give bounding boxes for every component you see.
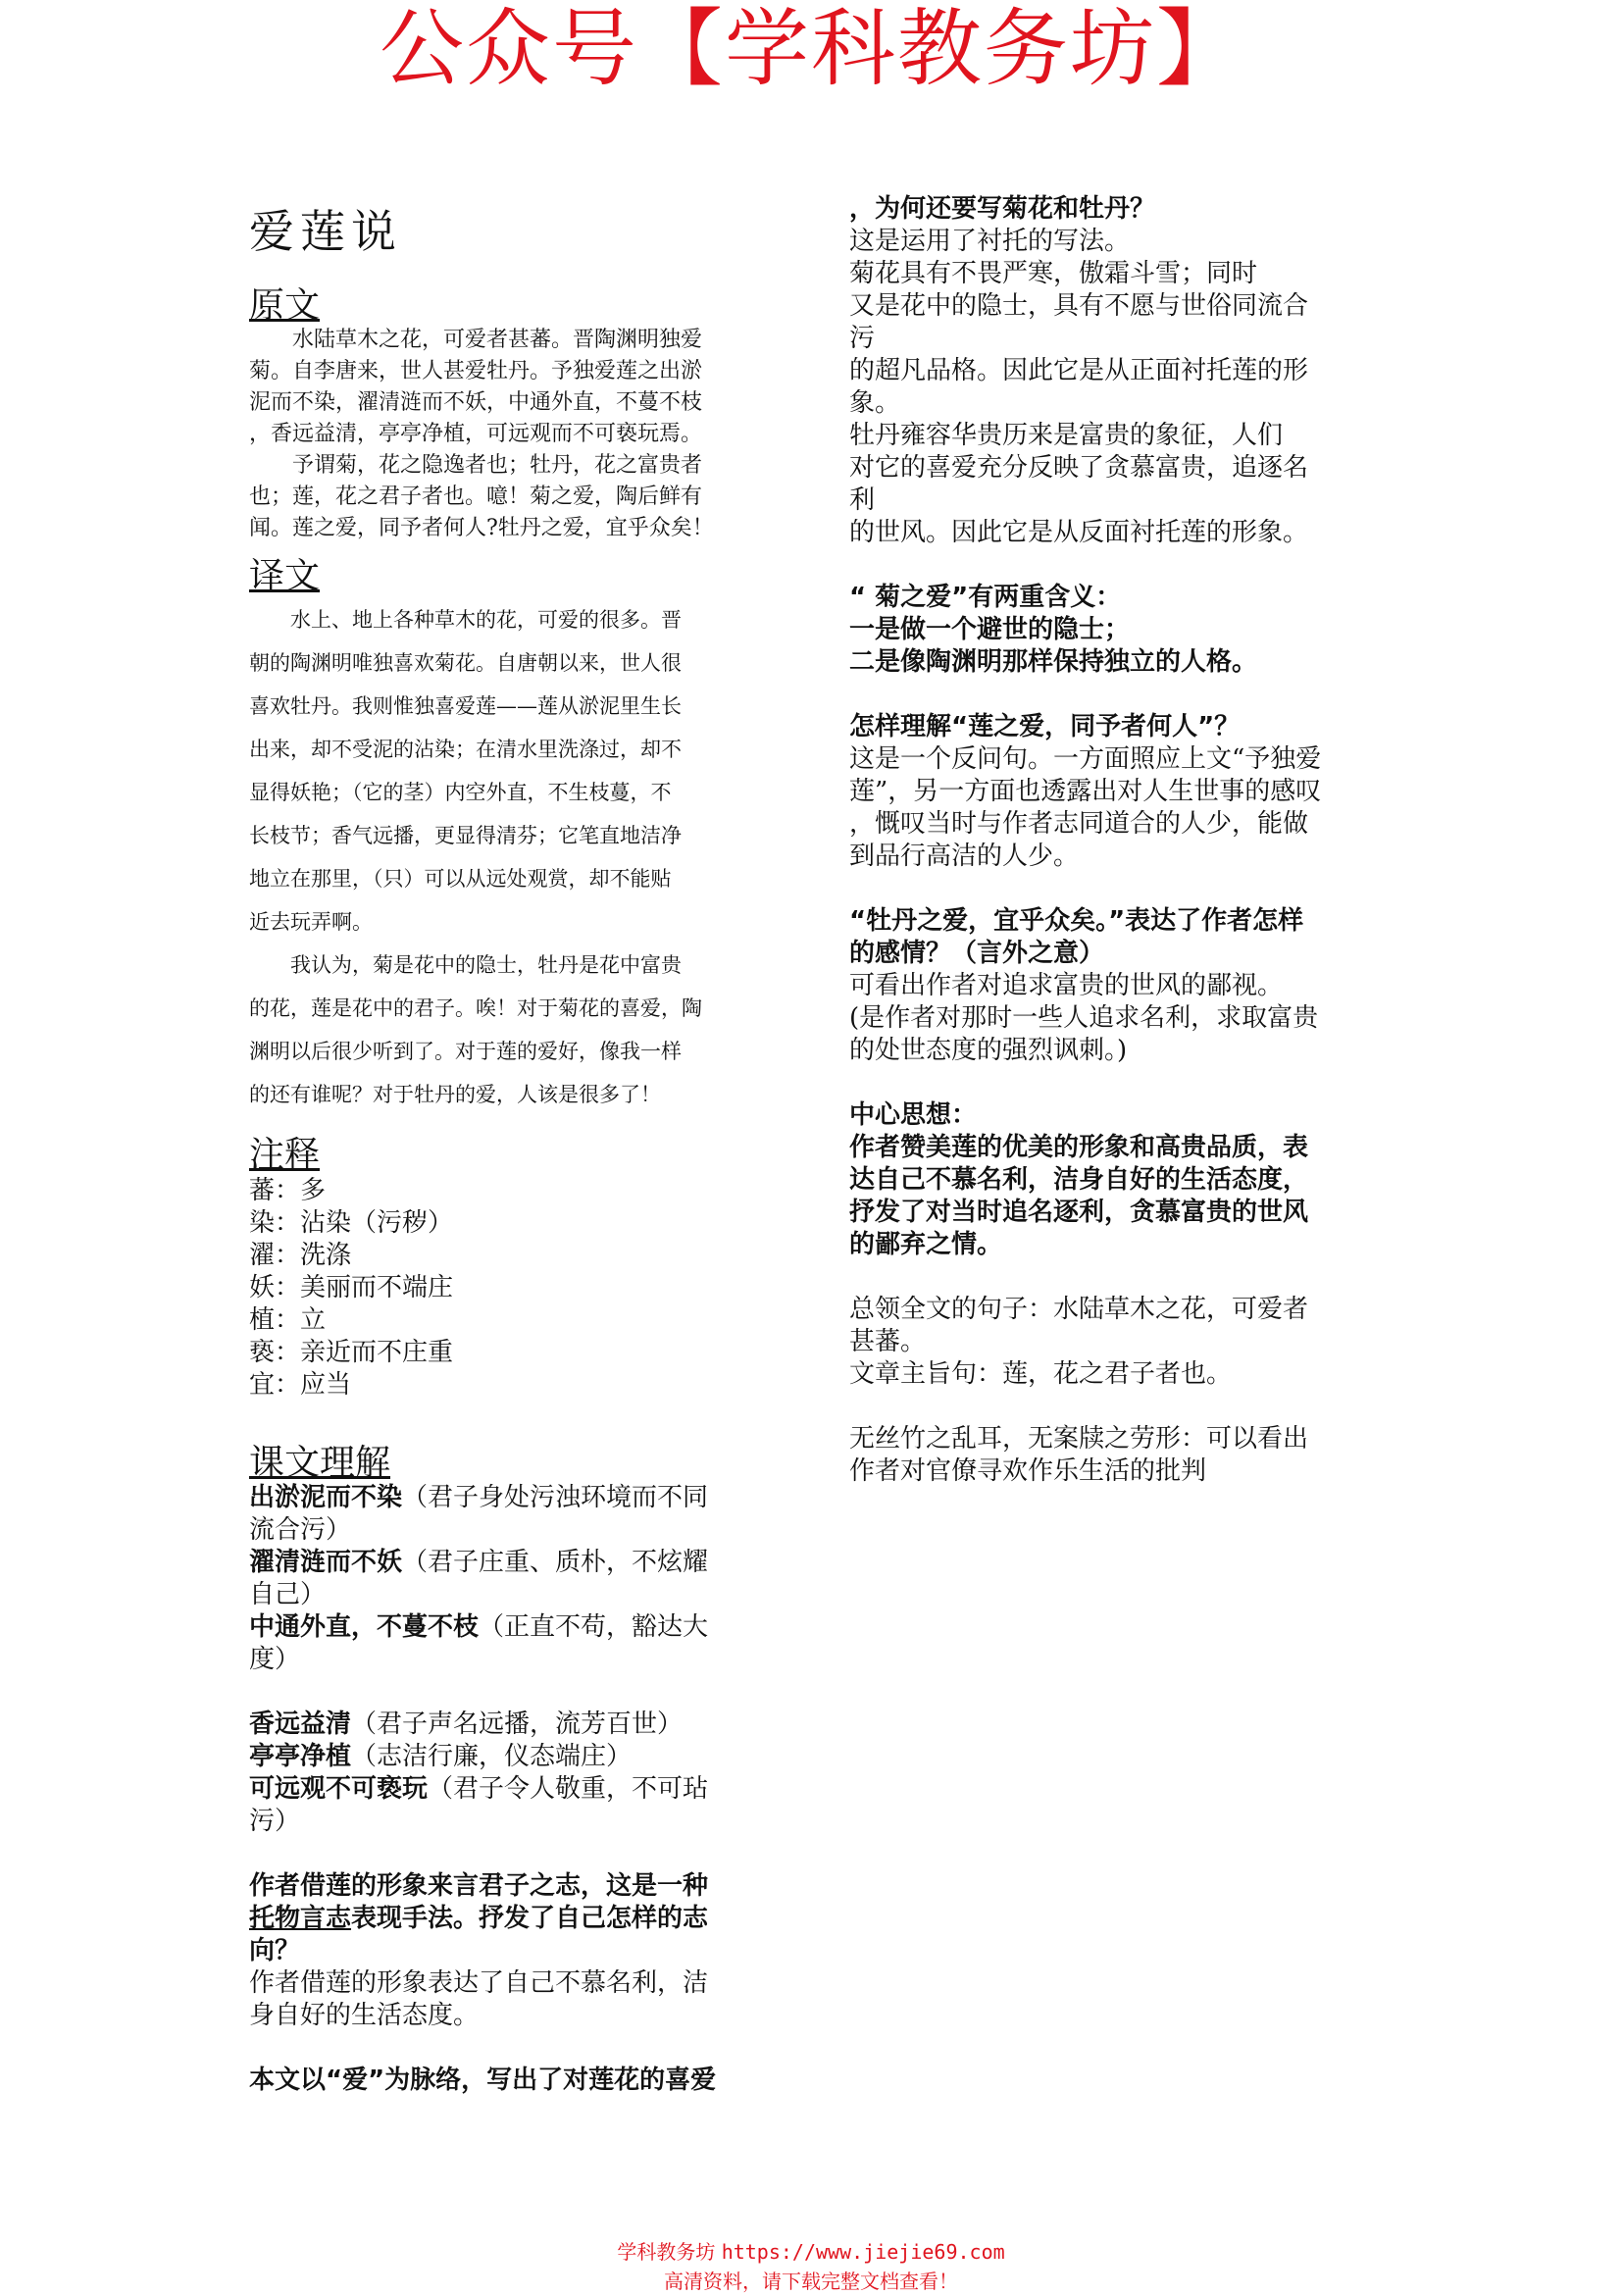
note-item: 濯：洗涤 bbox=[249, 1241, 352, 1270]
text-line: 水陆草木之花，可爱者甚蕃。晋陶渊明独爱 bbox=[292, 328, 703, 352]
text-line: 朝的陶渊明唯独喜欢菊花。自唐朝以来，世人很 bbox=[249, 651, 682, 675]
text-line: 出来，却不受泥的沾染；在清水里洗涤过，却不 bbox=[249, 738, 682, 761]
section-heading-translation: 译文 bbox=[249, 556, 321, 596]
explanation: （正直不苟，豁达大 bbox=[479, 1612, 709, 1642]
translation-text bbox=[249, 598, 774, 1116]
spacer bbox=[849, 1391, 1321, 1423]
understanding-line bbox=[249, 1709, 716, 1741]
footer bbox=[0, 2237, 1622, 2296]
spacer bbox=[249, 1676, 716, 1709]
theme-line: 抒发了对当时追名逐利，贪慕富贵的世风 bbox=[849, 1198, 1309, 1227]
understanding-line bbox=[249, 1773, 716, 1806]
answer-line: 到品行高洁的人少。 bbox=[849, 842, 1080, 871]
text-line: 喜欢牡丹。我则惟独喜爱莲——莲从淤泥里生长 bbox=[249, 694, 682, 718]
text-line: ，香远益清，亭亭净植，可远观而不可亵玩焉。 bbox=[249, 422, 703, 446]
understanding-line bbox=[249, 1547, 716, 1579]
question-line: 本文以“爱”为脉络，写出了对莲花的喜爱 bbox=[249, 2066, 717, 2095]
question-line: “牡丹之爱，宜乎众矣。”表达了作者怎样 bbox=[849, 906, 1304, 936]
summary-line: 总领全文的句子：水陆草木之花，可爱者 bbox=[849, 1295, 1309, 1324]
underlined-term: 托物言志 bbox=[249, 1904, 352, 1933]
spacer bbox=[849, 549, 1321, 582]
answer-line: ，慨叹当时与作者志同道合的人少，能做 bbox=[849, 809, 1309, 839]
answer-line: 污 bbox=[849, 324, 876, 353]
answer-line: 的超凡品格。因此它是从正面衬托莲的形 bbox=[849, 356, 1309, 385]
spacer bbox=[249, 1838, 716, 1870]
footer-url-link[interactable]: https://www.jiejie69.com bbox=[721, 2240, 1005, 2264]
answer-line: 作者借莲的形象表达了自己不慕名利，洁 bbox=[249, 1968, 709, 1998]
answer-line: 的处世态度的强烈讽刺。) bbox=[849, 1036, 1128, 1065]
question-line bbox=[249, 1903, 716, 1935]
note-item: 亵：亲近而不庄重 bbox=[249, 1338, 454, 1367]
question-line: “ 菊之爱”有两重含义： bbox=[849, 583, 1122, 612]
text-line: 的还有谁呢？对于牡丹的爱，人该是很多了！ bbox=[249, 1083, 661, 1106]
answer-line: 象。 bbox=[849, 388, 901, 418]
answer-line: 的世风。因此它是从反面衬托莲的形象。 bbox=[849, 518, 1309, 547]
understanding-line: 污） bbox=[249, 1807, 301, 1836]
document-title: 爱莲说 bbox=[249, 205, 402, 258]
text-line: 渊明以后很少听到了。对于莲的爱好，像我一样 bbox=[249, 1040, 682, 1063]
question-line: 怎样理解“莲之爱，同予者何人”？ bbox=[849, 712, 1241, 741]
text-line: 也；莲，花之君子者也。噫！菊之爱，陶后鲜有 bbox=[249, 485, 703, 509]
text-line: 长枝节；香气远播，更显得清芬；它笔直地洁净 bbox=[249, 824, 682, 847]
answer-line: 对它的喜爱充分反映了贪慕富贵，追逐名 bbox=[849, 453, 1309, 483]
answer-line: 身自好的生活态度。 bbox=[249, 2001, 480, 2030]
theme-line: 的鄙弃之情。 bbox=[849, 1230, 1003, 1259]
theme-line: 达自己不慕名利，洁身自好的生活态度， bbox=[849, 1165, 1309, 1195]
understanding-line bbox=[249, 1611, 716, 1644]
explanation: （君子身处污浊环境而不同 bbox=[402, 1483, 709, 1512]
spacer bbox=[849, 1067, 1321, 1099]
text-line: 菊。自李唐来，世人甚爱牡丹。予独爱莲之出淤 bbox=[249, 359, 703, 383]
answer-line: 莲”，另一方面也透露出对人生世事的感叹 bbox=[849, 777, 1322, 806]
key-phrase: 香远益清 bbox=[249, 1709, 352, 1739]
question-line: 的感情？（言外之意） bbox=[849, 939, 1105, 968]
section-heading-understanding: 课文理解 bbox=[249, 1443, 391, 1483]
closing-line: 作者对官僚寻欢作乐生活的批判 bbox=[849, 1456, 1207, 1486]
answer-line: 一是做一个避世的隐士； bbox=[849, 615, 1131, 644]
spacer bbox=[849, 679, 1321, 711]
summary-line: 甚蕃。 bbox=[849, 1327, 927, 1356]
question-rest: 表现手法。抒发了自己怎样的志 bbox=[351, 1904, 709, 1933]
question-line: 作者借莲的形象来言君子之志，这是一种 bbox=[249, 1871, 709, 1901]
footer-line-2: 高清资料，请下载完整文档查看！ bbox=[664, 2270, 958, 2293]
answer-line: 这是一个反问句。一方面照应上文“予独爱 bbox=[849, 744, 1322, 774]
closing-line: 无丝竹之乱耳，无案牍之劳形：可以看出 bbox=[849, 1424, 1309, 1454]
key-phrase: 中通外直，不蔓不枝 bbox=[249, 1612, 480, 1642]
header-banner: 公众号【学科教务坊】 bbox=[380, 0, 1242, 98]
note-item: 宜：应当 bbox=[249, 1370, 352, 1400]
question-line: ，为何还要写菊花和牡丹？ bbox=[849, 194, 1156, 224]
note-item: 妖：美丽而不端庄 bbox=[249, 1273, 454, 1302]
answer-line: 二是像陶渊明那样保持独立的人格。 bbox=[849, 647, 1258, 677]
text-line: 泥而不染，濯清涟而不妖，中通外直，不蔓不枝 bbox=[249, 390, 703, 415]
text-line: 地立在那里，（只）可以从远处观赏，却不能贴 bbox=[249, 867, 672, 891]
understanding-line: 度） bbox=[249, 1645, 301, 1674]
section-heading-original: 原文 bbox=[249, 285, 321, 326]
text-line: 显得妖艳；（它的茎）内空外直，不生枝蔓，不 bbox=[249, 781, 672, 804]
explanation: （志洁行廉，仪态端庄） bbox=[351, 1742, 633, 1771]
answer-line: (是作者对那时一些人追求名利，求取富贵 bbox=[849, 1003, 1319, 1033]
understanding-list bbox=[249, 1482, 716, 2097]
key-phrase: 濯清涟而不妖 bbox=[249, 1548, 403, 1577]
spacer bbox=[249, 2032, 716, 2065]
understanding-line: 流合污） bbox=[249, 1515, 352, 1545]
answer-line: 这是运用了衬托的写法。 bbox=[849, 227, 1131, 256]
text-line: 近去玩弄啊。 bbox=[249, 910, 373, 934]
notes-list bbox=[249, 1175, 453, 1402]
note-item: 染：沾染（污秽） bbox=[249, 1208, 454, 1238]
answer-line: 利 bbox=[849, 485, 876, 515]
text-line: 水上、地上各种草木的花，可爱的很多。晋 bbox=[290, 608, 682, 632]
spacer bbox=[849, 873, 1321, 905]
key-phrase: 可远观不可亵玩 bbox=[249, 1774, 429, 1804]
footer-line-1 bbox=[0, 2237, 1622, 2267]
text-line: 予谓菊，花之隐逸者也；牡丹，花之富贵者 bbox=[292, 453, 703, 478]
answer-line: 又是花中的隐士，具有不愿与世俗同流合 bbox=[849, 291, 1309, 321]
answer-line: 可看出作者对追求富贵的世风的鄙视。 bbox=[849, 971, 1284, 1000]
explanation: （君子声名远播，流芳百世） bbox=[351, 1709, 684, 1739]
understanding-line bbox=[249, 1741, 716, 1773]
answer-line: 牡丹雍容华贵历来是富贵的象征，人们 bbox=[849, 421, 1284, 450]
understanding-line bbox=[249, 1482, 716, 1514]
answer-line: 菊花具有不畏严寒，傲霜斗雪；同时 bbox=[849, 259, 1258, 288]
theme-label: 中心思想： bbox=[849, 1100, 978, 1130]
text-line: 我认为，菊是花中的隐士，牡丹是花中富贵 bbox=[290, 953, 682, 977]
original-text bbox=[249, 325, 774, 544]
text-line: 的花，莲是花中的君子。唉！对于菊花的喜爱，陶 bbox=[249, 996, 702, 1020]
explanation: （君子令人敬重，不可玷 bbox=[428, 1774, 709, 1804]
understanding-line: 自己） bbox=[249, 1580, 327, 1609]
summary-line: 文章主旨句：莲，花之君子者也。 bbox=[849, 1359, 1233, 1389]
right-column bbox=[849, 193, 1321, 1488]
spacer bbox=[849, 1261, 1321, 1294]
note-item: 蕃：多 bbox=[249, 1176, 327, 1205]
question-line: 向？ bbox=[249, 1936, 301, 1965]
key-phrase: 出淤泥而不染 bbox=[249, 1483, 403, 1512]
theme-line: 作者赞美莲的优美的形象和高贵品质，表 bbox=[849, 1133, 1309, 1162]
text-line: 闻。莲之爱，同予者何人?牡丹之爱，宜乎众矣！ bbox=[249, 516, 714, 540]
section-heading-notes: 注释 bbox=[249, 1135, 321, 1175]
explanation: （君子庄重、质朴，不炫耀 bbox=[402, 1548, 709, 1577]
key-phrase: 亭亭净植 bbox=[249, 1742, 352, 1771]
note-item: 植：立 bbox=[249, 1305, 327, 1335]
footer-site-name: 学科教务坊 bbox=[617, 2240, 716, 2264]
